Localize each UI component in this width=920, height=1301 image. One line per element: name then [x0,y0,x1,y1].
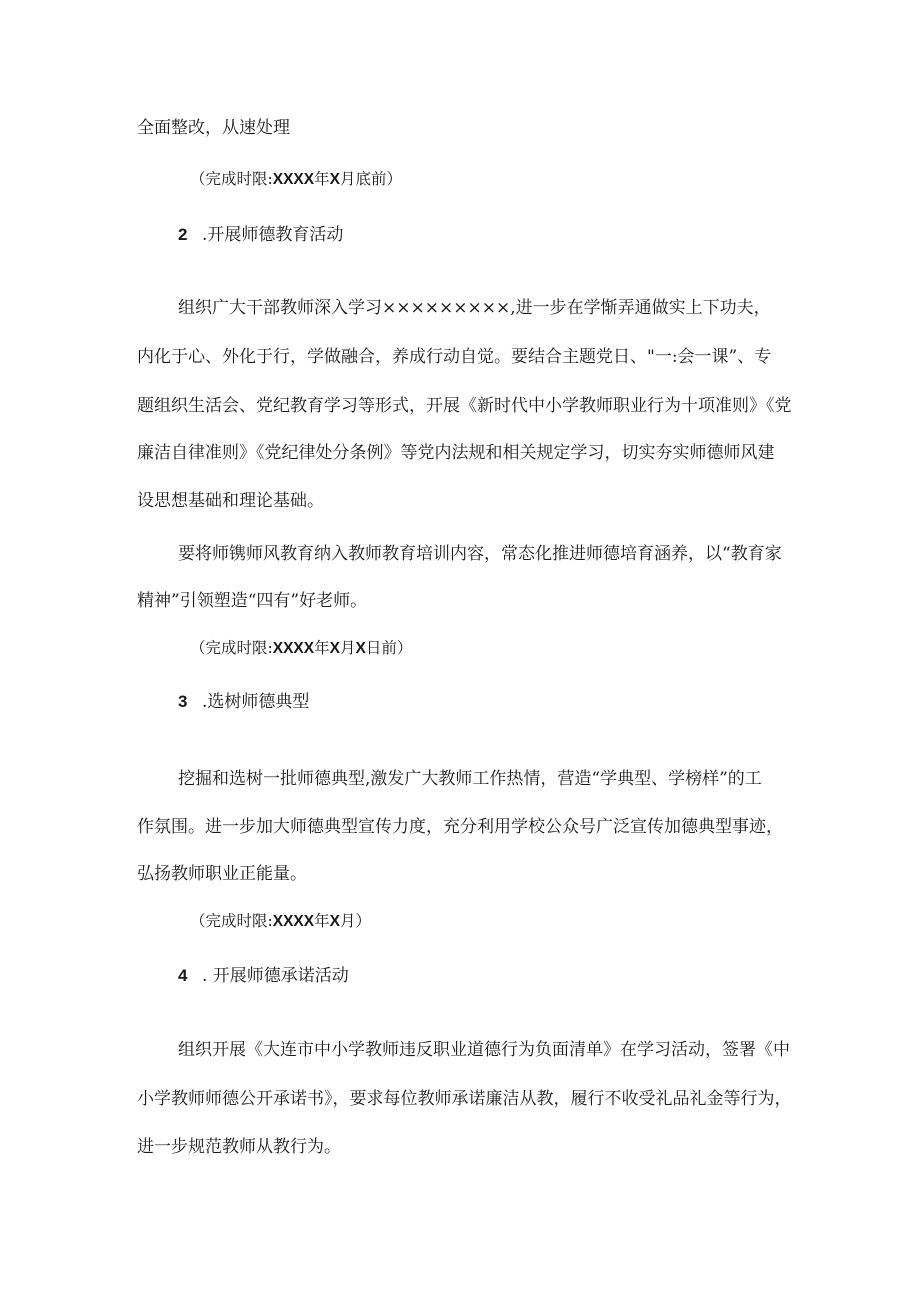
deadline-label: （完成时限: [190,170,273,188]
deadline-year-placeholder: XXXX [272,171,315,188]
section-heading [178,693,309,711]
section-heading [178,967,349,985]
body-text-line: 全面整改，从速处理 [137,118,290,138]
deadline-suffix: 日前） [365,639,413,657]
section-title: .开展师德教育活动 [202,225,344,245]
section-number: 4 [178,966,188,985]
deadline-note [190,641,412,657]
body-text-line: 组织广大干部教师深入学习×××××××××,进一步在学惭弄通做实上下功夫， [178,298,771,318]
section-title: . 开展师德承诺活动 [202,966,349,986]
body-text-line: 要将师镌师风教育纳入教师教育培训内容，常态化推进师德培育涵养，以“教育家 [178,544,782,564]
deadline-month-placeholder: X [329,640,340,657]
deadline-day-placeholder: X [355,640,366,657]
deadline-month-placeholder: X [329,913,340,930]
deadline-year-placeholder: XXXX [272,913,315,930]
body-text-line: 小学教师师德公开承诺书》，要求每位教师承诺廉洁从教，履行不收受礼品礼金等行为， [137,1089,792,1109]
section-title: .选树师德典型 [202,692,310,712]
body-text-line: 设思想基础和理论基础。 [137,491,324,511]
deadline-year-unit: 年 [314,639,330,657]
deadline-label: （完成时限: [190,639,273,657]
section-number: 3 [178,692,188,711]
deadline-month-unit: 月 [339,639,356,657]
body-text-line: 廉洁自律准则》《党纪律处分条例》等党内法规和相关规定学习，切实夯实师德师风建 [137,443,775,463]
body-text-line: 内化于心、外化于行，学做融合，养成行动自觉。要结合主题党日、"一:会一课”、专 [137,347,772,367]
deadline-note [190,172,402,188]
body-text-line: 挖掘和选树一批师德典型,激发广大教师工作热情，营造“学典型、学榜样”的工 [178,769,762,789]
body-text-line: 弘扬教师职业正能量。 [137,864,307,884]
deadline-note [190,914,371,930]
body-text-line: 进一步规范教师从教行为。 [137,1137,341,1157]
section-heading [178,226,343,244]
body-text-line: 精神”引领塑造“四有”好老师。 [137,591,368,611]
deadline-suffix: 月底前） [339,170,402,188]
section-number: 2 [178,225,188,244]
deadline-year-unit: 年 [314,170,330,188]
deadline-year-placeholder: XXXX [272,640,315,657]
body-text-line: 作氛围。进一步加大师德典型宣传力度，充分利用学校公众号广泛宣传加德典型事迹， [137,817,783,837]
deadline-year-unit: 年 [314,912,330,930]
deadline-month-placeholder: X [329,171,340,188]
body-text-line: 题组织生活会、党纪教育学习等形式，开展《新时代中小学教师职业行为十项准则》《党 [137,396,792,416]
deadline-suffix: 月） [339,912,371,930]
deadline-label: （完成时限: [190,912,273,930]
body-text-line: 组织开展《大连市中小学教师违反职业道德行为负面清单》在学习活动，签署《中 [178,1040,790,1060]
